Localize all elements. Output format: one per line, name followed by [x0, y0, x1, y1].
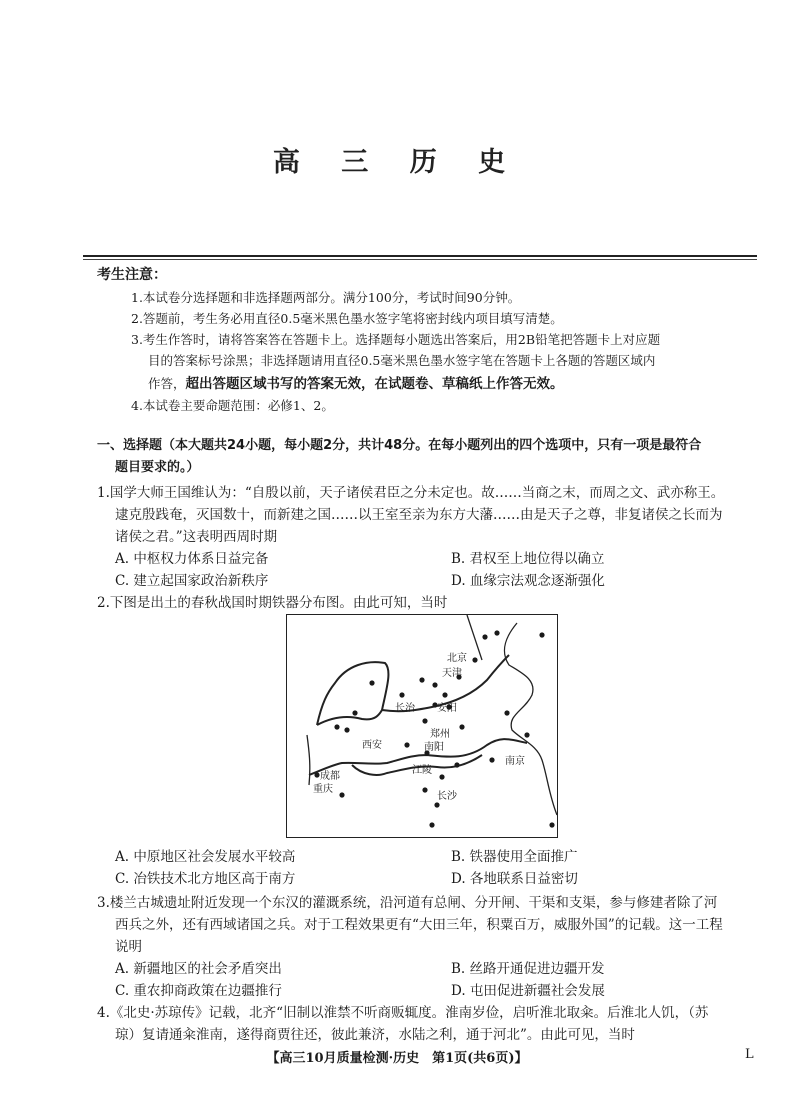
- notice-line-3-prefix: 作答，: [148, 376, 186, 391]
- q1-stem-2: 逮克殷践奄，灭国数十，而新建之国……以王室至亲为东方大藩……由是天子之尊，非复诸侯之长而为: [115, 507, 723, 523]
- page-footer: 【高三10月质量检测·历史 第1页(共6页)】: [266, 1051, 528, 1066]
- q3-option-b: B. 丝路开通促进边疆开发: [451, 961, 605, 977]
- page-title: 高 三 历 史: [272, 147, 522, 178]
- notice-line-2: 2.答题前，考生务必用直径0.5毫米黑色墨水签字笔将密封线内项目填写清楚。: [131, 311, 563, 326]
- notice-line-3-cont: 目的答案标号涂黑；非选择题请用直径0.5毫米黑色墨水签字笔在答题卡上各题的答题区域内: [148, 353, 656, 368]
- q2-stem: 2.下图是出土的春秋战国时期铁器分布图。由此可知，当时: [97, 595, 448, 611]
- q2-option-a: A. 中原地区社会发展水平较高: [115, 849, 296, 865]
- q3-option-c: C. 重农抑商政策在边疆推行: [115, 983, 282, 999]
- notice-line-4: 4.本试卷主要命题范围：必修1、2。: [131, 398, 334, 413]
- yellow-river: [317, 662, 388, 725]
- q1-stem-3: 诸侯之君。”这表明西周时期: [115, 529, 278, 545]
- section-heading: 一、选择题（本大题共24小题，每小题2分，共计48分。在每小题列出的四个选项中，只有一项是最符合: [97, 438, 702, 453]
- q3-stem-3: 说明: [115, 939, 142, 955]
- notice-line-3: 3.考生作答时，请将答案答在答题卡上。选择题每小题选出答案后，用2B铅笔把答题卡上对应题: [131, 332, 661, 347]
- notice-heading: 考生注意：: [97, 267, 167, 283]
- q1-option-c: C. 建立起国家政治新秩序: [115, 573, 269, 589]
- q2-option-c: C. 冶铁技术北方地区高于南方: [115, 871, 296, 887]
- section-heading-cont: 题目要求的。）: [115, 460, 200, 475]
- city-changsha: 长沙: [437, 791, 457, 802]
- coastline: [504, 623, 557, 815]
- q1-stem-1: 1.国学大师王国维认为：“自殷以前，天子诸侯君臣之分未定也。故……当商之末，而周之文、武亦称王。: [97, 485, 725, 501]
- q1-option-a: A. 中枢权力体系日益完备: [115, 551, 269, 567]
- tributary-north: [467, 615, 482, 660]
- notice-emphasis: 超出答题区域书写的答案无效，在试题卷、草稿纸上作答无效。: [185, 376, 564, 392]
- q1-option-d: D. 血缘宗法观念逐渐强化: [451, 573, 605, 589]
- header-divider: [83, 255, 757, 257]
- city-jiangling: 江陵: [412, 765, 432, 776]
- city-changzhi: 长治: [395, 703, 415, 714]
- iron-distribution-map: [286, 614, 558, 838]
- city-nanjing: 南京: [505, 756, 525, 767]
- city-beijing: 北京: [447, 653, 467, 664]
- notice-line-3-end: [148, 372, 564, 392]
- q3-option-d: D. 屯田促进新疆社会发展: [451, 983, 605, 999]
- city-nanyang: 南阳: [424, 742, 444, 753]
- tributary-west: [307, 735, 310, 785]
- city-tianjin: 天津: [442, 668, 462, 679]
- q2-option-b: B. 铁器使用全面推广: [451, 849, 578, 865]
- q1-option-b: B. 君权至上地位得以确立: [451, 551, 605, 567]
- city-zhengzhou: 郑州: [430, 729, 450, 740]
- corner-mark: L: [745, 1047, 754, 1062]
- q4-stem-1: 4.《北史·苏琼传》记载，北齐“旧制以淮禁不听商贩辄度。淮南岁俭，启听淮北取籴。后淮北人饥，（苏: [97, 1005, 709, 1021]
- notice-line-1: 1.本试卷分选择题和非选择题两部分。满分100分，考试时间90分钟。: [131, 290, 521, 305]
- q3-stem-2: 西兵之外，还有西域诸国之兵。对于工程效果更有“大田三年，积粟百万，威服外国”的记载。这一工程: [115, 917, 723, 933]
- map-drawing: [287, 615, 559, 839]
- q2-option-d: D. 各地联系日益密切: [451, 871, 578, 887]
- city-chongqing: 重庆: [313, 784, 333, 795]
- city-anyang: 安阳: [437, 703, 457, 714]
- q3-stem-1: 3.楼兰古城遗址附近发现一个东汉的灌溉系统，沿河道有总闸、分开闸、干渠和支渠，参与修建者除了河: [97, 895, 718, 911]
- city-xian: 西安: [362, 740, 382, 751]
- q4-stem-2: 琼）复请通籴淮南，遂得商贾往还，彼此兼济，水陆之利，通于河北”。由此可见，当时: [115, 1027, 635, 1043]
- header-divider-thin: [83, 259, 757, 260]
- city-chengdu: 成都: [320, 771, 340, 782]
- q3-option-a: A. 新疆地区的社会矛盾突出: [115, 961, 282, 977]
